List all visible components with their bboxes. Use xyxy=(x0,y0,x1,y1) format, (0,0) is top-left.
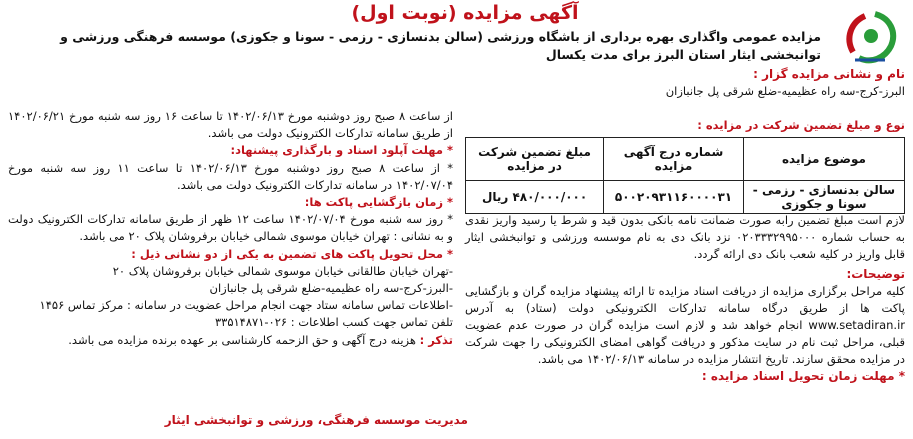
opening-label: * زمان بازگشایی پاکت ها: xyxy=(304,195,453,210)
table-header-row xyxy=(466,138,905,181)
delivery-address-2: -البرز-کرج-سه راه عظیمیه-ضلع شرقی پل جانبازان xyxy=(209,281,453,296)
note-label: تذکر : xyxy=(419,332,453,347)
table-cell: ۴۸۰/۰۰۰/۰۰۰ ریال xyxy=(466,181,604,214)
payment-text: لازم است مبلغ تضمین رابه صورت ضمانت نامه بانکی بدون قید و شرط یا رسید واریز نقدی به حساب شماره ۰۲۰۳۳۳۲۹۹۵۰۰۰ نزد بانک دی به نام موسسه ورزشی و توانبخشی ایثار قابل واریز در کلیه شعب بانک دی ارائه گردد. xyxy=(465,213,905,261)
delivery-address-1: -تهران خیابان طالقانی خیابان موسوی شمالی خیابان برفروشان پلاک ۲۰ xyxy=(112,263,453,278)
schedule-column xyxy=(8,108,453,349)
table-header: موضوع مزایده xyxy=(743,138,904,181)
upload-period: * از ساعت ۸ صبح روز دوشنبه مورخ ۱۴۰۲/۰۶/۱۳ تا ساعت ۱۱ روز سه شنبه مورخ ۱۴۰۲/۰۷/۰۴ در سامانه تدارکات الکترونیک دولت می باشد. xyxy=(8,160,453,192)
notes-text: کلیه مراحل برگزاری مزایده از دریافت اسناد مزایده تا ارائه پیشنهاد مزایده گران و بازگشایی پاکت ها از طریق درگاه سامانه تدارکات الکترونیکی دولت (ستاد) به آدرس www.setadiran.ir انجام خواهد شد و لازم است مزایده گران در صورت عدم عضویت قبلی، مراحل ثبت نام در سایت مذکور و دریافت گواهی امضای الکترونیکی را جهت شرکت در مزایده محقق سازند. تاریخ انتشار مزایده در سامانه ۱۴۰۲/۰۶/۱۳ می باشد. xyxy=(465,284,905,366)
organizer-block xyxy=(465,66,905,100)
notes-label: توضیحات: xyxy=(846,267,905,281)
guarantee-label: نوع و مبلغ تضمین شرکت در مزایده : xyxy=(697,118,905,132)
signature-footer: مدیریت موسسه فرهنگی، ورزشی و توانبخشی ایثار xyxy=(164,413,468,427)
organizer-label: نام و نشانی مزایده گزار : xyxy=(753,67,905,81)
delivery-label: * محل تحویل پاکت های تضمین به یکی از دو نشانی ذیل : xyxy=(131,246,453,261)
tender-table xyxy=(465,137,905,214)
deadline-label: * مهلت زمان تحویل اسناد مزایده : xyxy=(701,369,905,383)
upload-label: * مهلت آپلود اسناد و بارگذاری پیشنهاد: xyxy=(230,143,453,158)
table-cell: ۵۰۰۲۰۹۳۱۱۶۰۰۰۰۳۱ xyxy=(604,181,744,214)
notice-title: آگهی مزایده (نوبت اول) xyxy=(351,2,579,24)
note-text: هزینه درج آگهی و حق الزحمه کارشناسی بر عهده برنده مزایده می باشد. xyxy=(68,332,416,347)
organizer-address: البرز-کرج-سه راه عظیمیه-ضلع شرقی پل جانبازان xyxy=(665,84,905,98)
notes-block xyxy=(465,266,905,385)
table-header: شماره درج آگهی مزایده xyxy=(604,138,744,181)
contact-info: -اطلاعات تماس سامانه ستاد جهت انجام مراحل عضویت در سامانه : مرکز تماس ۱۴۵۶ xyxy=(39,298,453,313)
table-row xyxy=(466,181,905,214)
notice-headline: مزایده عمومی واگذاری بهره برداری از باشگاه ورزشی (سالن بدنسازی - رزمی - سونا و جکوزی) موسسه فرهنگی ورزشی و توانبخشی ایثار استان البرز برای مدت یکسال xyxy=(60,29,821,62)
contact-phone: تلفن تماس جهت کسب اطلاعات : ۰۲۶-۳۳۵۱۴۸۷۱ xyxy=(214,315,453,330)
note-line xyxy=(8,332,453,349)
opening-time: * روز سه شنبه مورخ ۱۴۰۲/۰۷/۰۴ ساعت ۱۲ ظهر از طریق سامانه تدارکات الکترونیک دولت و به نشانی : تهران خیابان موسوی شمالی خیابان برفروشان پلاک ۲۰ می باشد. xyxy=(8,212,453,244)
table-cell: سالن بدنسازی - رزمی - سونا و جکوزی xyxy=(743,181,904,214)
table-header: مبلغ تضمین شرکت در مزایده xyxy=(466,138,604,181)
org-logo-icon xyxy=(835,8,905,70)
doc-period: از ساعت ۸ صبح روز دوشنبه مورخ ۱۴۰۲/۰۶/۱۳ تا ساعت ۱۶ روز سه شنبه مورخ ۱۴۰۲/۰۶/۲۱ از طریق سامانه تدارکات الکترونیک دولت می باشد. xyxy=(8,109,454,141)
